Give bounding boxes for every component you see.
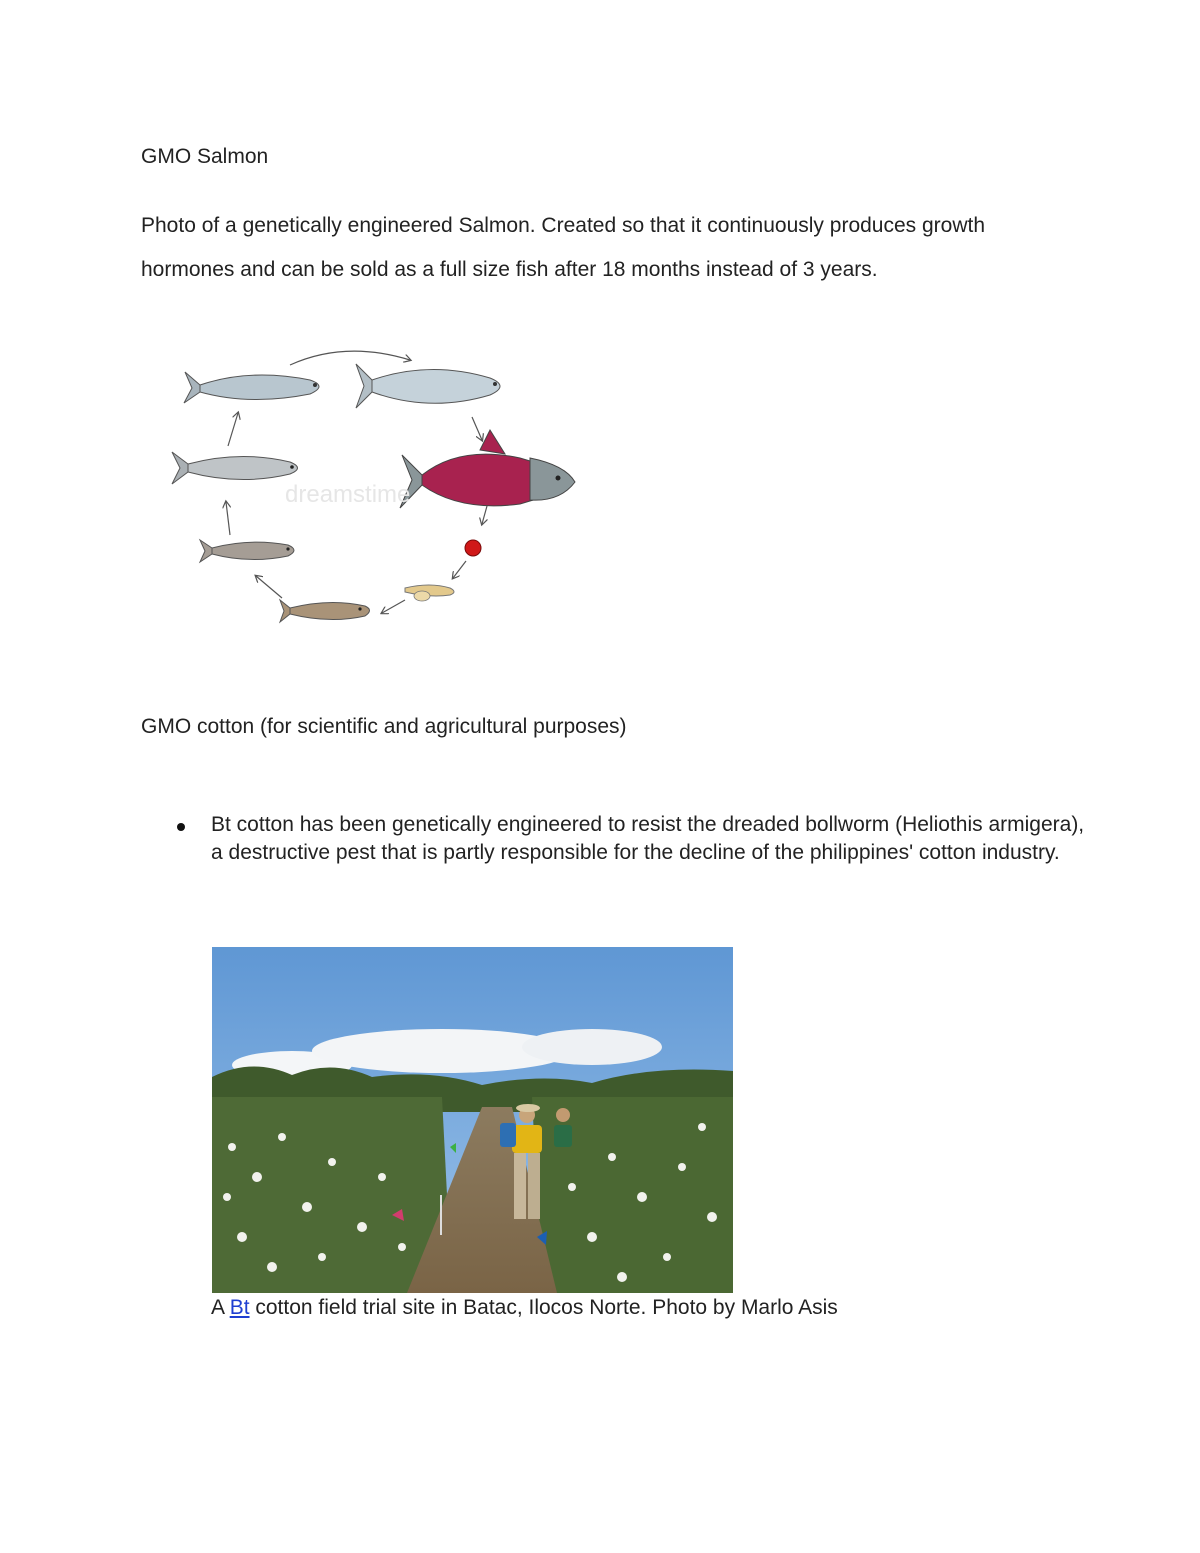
bullet-text-bt-cotton: Bt cotton has been genetically engineered to resist the dreaded bollworm (Heliothis armigera), a destructive pest that is partly responsible for the decline of the philippines' cotton industry. [211,813,1085,864]
parr [200,540,294,562]
photo-caption [211,1294,838,1322]
salmon-egg [465,540,481,556]
adult-salmon-1 [184,372,319,403]
alevin [405,585,454,601]
adult-salmon-2 [356,364,500,408]
spawning-salmon [400,430,575,508]
fry [280,600,370,622]
cotton-field-photo [212,947,733,1293]
section-heading-cotton: GMO cotton (for scientific and agricultural purposes) [141,715,627,738]
salmon-life-cycle-image [160,340,585,630]
caption-suffix: cotton field trial site in Batac, Ilocos Norte. Photo by Marlo Asis [249,1296,838,1319]
bt-link[interactable]: Bt [229,1296,250,1319]
salmon-description: Photo of a genetically engineered Salmon. Created so that it continuously produces growth hormones and can be sold as a full size fish after 18 months instead of 3 years. [141,214,986,281]
bullet-dot [177,823,185,831]
smolt [172,452,298,484]
caption-prefix: A [211,1296,230,1319]
section-heading-salmon: GMO Salmon [141,145,269,168]
watermark-text: dreamstime [285,481,411,508]
